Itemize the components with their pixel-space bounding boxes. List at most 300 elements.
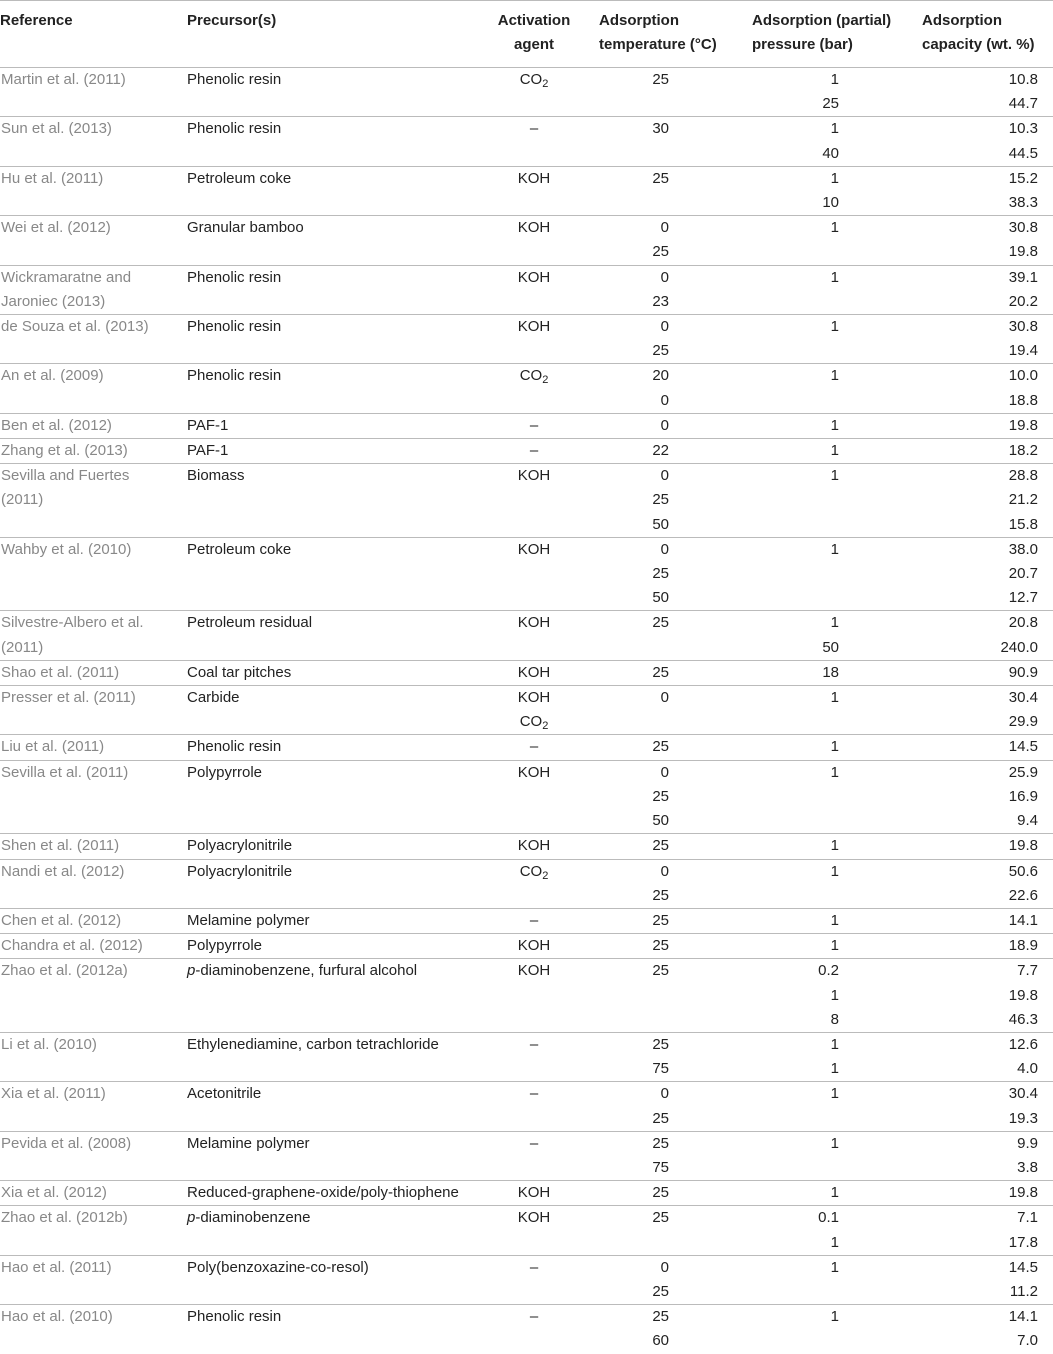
table-row	[0, 191, 1053, 216]
table-row	[0, 240, 1053, 265]
capacity-cell: 30.8	[861, 216, 1053, 241]
pressure-cell	[671, 1156, 861, 1181]
temperature-cell: 0	[574, 464, 671, 489]
reference-cell	[0, 562, 187, 586]
temperature-cell	[574, 636, 671, 661]
reference-cell: Jaroniec (2013)	[1, 292, 106, 310]
agent-name: KOH	[517, 318, 551, 336]
pressure-cell	[671, 809, 861, 834]
precursor-cell: Petroleum coke	[187, 537, 494, 562]
capacity-cell: 25.9	[861, 760, 1053, 785]
temperature-cell: 0	[574, 760, 671, 785]
precursor-cell	[187, 1280, 494, 1305]
activation-agent-cell	[494, 562, 574, 586]
temperature-cell: 25	[574, 1181, 671, 1206]
pressure-cell: 1	[671, 117, 861, 142]
precursor-cell	[187, 513, 494, 538]
pressure-cell	[671, 488, 861, 512]
table-row	[0, 562, 1053, 586]
activation-agent-cell	[494, 859, 574, 884]
precursor-cell	[187, 636, 494, 661]
temperature-cell: 25	[652, 1109, 669, 1127]
capacity-cell: 19.8	[1008, 986, 1038, 1004]
pressure-cell: 1	[671, 216, 861, 241]
reference-cell	[0, 1008, 187, 1033]
agent-subscript: 2	[542, 374, 549, 387]
temperature-cell: 25	[652, 342, 669, 360]
precursor-cell: Phenolic resin	[187, 1305, 494, 1330]
capacity-cell: 50.6	[861, 859, 1053, 884]
agent-name: –	[529, 1308, 539, 1326]
table-row	[0, 1156, 1053, 1181]
table-row	[0, 315, 1053, 340]
reference-cell: Zhang et al. (2013)	[0, 439, 187, 464]
activation-agent-cell	[494, 216, 574, 241]
activation-agent-cell	[494, 1181, 574, 1206]
activation-agent-cell	[494, 1131, 574, 1156]
reference-cell	[0, 984, 187, 1008]
reference-cell: Zhao et al. (2012a)	[0, 959, 187, 984]
agent-name: –	[529, 1035, 539, 1053]
header-activation-agent: Activation agent	[494, 1, 574, 68]
table-row	[0, 1107, 1053, 1132]
agent-name: KOH	[517, 614, 551, 632]
precursor-cell: Carbide	[187, 686, 494, 711]
table-row	[0, 660, 1053, 685]
pressure-cell: 1	[671, 1181, 861, 1206]
activation-agent-cell	[494, 809, 574, 834]
pressure-cell	[671, 1329, 861, 1353]
temperature-cell	[574, 1231, 671, 1256]
pressure-cell: 1	[671, 686, 861, 711]
table-row	[0, 537, 1053, 562]
activation-agent-cell	[494, 191, 574, 216]
capacity-cell: 15.2	[861, 166, 1053, 191]
table-row	[0, 413, 1053, 438]
activation-agent-cell	[494, 1057, 574, 1082]
table-row	[0, 339, 1053, 364]
table-row	[0, 265, 1053, 290]
temperature-cell: 25	[652, 886, 669, 904]
pressure-cell	[671, 513, 861, 538]
table-row	[0, 1231, 1053, 1256]
temperature-cell: 25	[574, 908, 671, 933]
table-row	[0, 1329, 1053, 1353]
pressure-cell: 1	[671, 760, 861, 785]
capacity-cell: 7.7	[861, 959, 1053, 984]
capacity-cell: 19.8	[1008, 243, 1038, 261]
precursor-cell	[187, 884, 494, 909]
activation-agent-cell	[494, 660, 574, 685]
table-row	[0, 166, 1053, 191]
temperature-cell: 20	[574, 364, 671, 389]
reference-cell: Ben et al. (2012)	[0, 413, 187, 438]
temperature-cell: 0	[574, 1082, 671, 1107]
agent-name: CO	[519, 713, 543, 731]
pressure-cell: 1	[671, 611, 861, 636]
precursor-cell: Polyacrylonitrile	[187, 859, 494, 884]
table-row	[0, 884, 1053, 909]
activation-agent-cell	[494, 710, 574, 735]
precursor-cell	[187, 1329, 494, 1353]
temperature-cell: 0	[574, 265, 671, 290]
reference-cell	[0, 1057, 187, 1082]
pressure-cell: 40	[822, 144, 839, 162]
precursor-name: -diaminobenzene, furfural alcohol	[195, 962, 418, 980]
activation-agent-cell	[494, 265, 574, 290]
pressure-cell: 50	[822, 638, 839, 656]
temperature-cell: 25	[574, 934, 671, 959]
pressure-cell: 1	[671, 265, 861, 290]
capacity-cell: 44.5	[1008, 144, 1038, 162]
temperature-cell: 25	[574, 959, 671, 984]
capacity-cell: 7.0	[1017, 1332, 1038, 1350]
reference-cell: (2011)	[1, 638, 44, 656]
header-reference: Reference	[0, 1, 187, 68]
table-row	[0, 1305, 1053, 1330]
activation-agent-cell	[494, 959, 574, 984]
agent-name: KOH	[517, 219, 551, 237]
capacity-cell: 20.2	[1008, 292, 1038, 310]
activation-agent-cell	[494, 760, 574, 785]
precursor-cell: Polypyrrole	[187, 934, 494, 959]
temperature-cell: 25	[652, 787, 669, 805]
capacity-cell: 14.5	[861, 735, 1053, 760]
activation-agent-cell	[494, 439, 574, 464]
activation-agent-cell	[494, 166, 574, 191]
precursor-cell	[187, 142, 494, 167]
activation-agent-cell	[494, 1255, 574, 1280]
table-row	[0, 439, 1053, 464]
precursor-cell	[187, 240, 494, 265]
precursor-cell	[187, 562, 494, 586]
activation-agent-cell	[494, 1082, 574, 1107]
reference-cell: Xia et al. (2011)	[0, 1082, 187, 1107]
activation-agent-cell	[494, 537, 574, 562]
activation-agent-cell	[494, 142, 574, 167]
pressure-cell: 10	[822, 194, 839, 212]
activation-agent-cell	[494, 1206, 574, 1231]
precursor-cell	[187, 339, 494, 364]
header-capacity: Adsorption capacity (wt. %)	[861, 1, 1053, 68]
table-row	[0, 586, 1053, 611]
pressure-cell: 1	[671, 364, 861, 389]
pressure-cell: 1	[671, 166, 861, 191]
temperature-cell: 25	[574, 834, 671, 859]
pressure-cell: 1	[671, 1305, 861, 1330]
reference-cell: Sun et al. (2013)	[0, 117, 187, 142]
reference-cell: Pevida et al. (2008)	[0, 1131, 187, 1156]
table-row	[0, 859, 1053, 884]
activation-agent-cell	[494, 611, 574, 636]
temperature-cell: 25	[574, 1032, 671, 1057]
reference-cell	[0, 710, 187, 735]
precursor-cell: Phenolic resin	[187, 265, 494, 290]
pressure-cell: 1	[671, 1032, 861, 1057]
temperature-cell: 50	[652, 589, 669, 607]
reference-cell	[0, 1329, 187, 1353]
precursor-cell: Phenolic resin	[187, 315, 494, 340]
reference-cell: Liu et al. (2011)	[0, 735, 187, 760]
temperature-cell: 23	[652, 292, 669, 310]
reference-cell: Shao et al. (2011)	[0, 660, 187, 685]
activation-agent-cell	[494, 1329, 574, 1353]
capacity-cell: 22.6	[1008, 886, 1038, 904]
pressure-cell: 8	[830, 1010, 839, 1028]
capacity-cell: 29.9	[1008, 713, 1038, 731]
reference-cell: Sevilla and Fuertes	[0, 464, 187, 489]
temperature-cell: 25	[574, 1305, 671, 1330]
table-row	[0, 710, 1053, 735]
agent-subscript: 2	[542, 869, 549, 882]
reference-cell: Hao et al. (2010)	[0, 1305, 187, 1330]
precursor-prefix: p	[187, 962, 196, 980]
reference-cell: An et al. (2009)	[0, 364, 187, 389]
precursor-cell	[187, 959, 494, 984]
reference-cell	[0, 142, 187, 167]
table-row	[0, 1057, 1053, 1082]
pressure-cell: 1	[671, 1082, 861, 1107]
capacity-cell: 14.5	[861, 1255, 1053, 1280]
capacity-cell: 20.8	[861, 611, 1053, 636]
capacity-cell: 38.0	[861, 537, 1053, 562]
capacity-cell: 12.7	[1008, 589, 1038, 607]
agent-name: KOH	[517, 169, 551, 187]
temperature-cell	[574, 710, 671, 735]
activation-agent-cell	[494, 117, 574, 142]
reference-cell	[0, 1231, 187, 1256]
temperature-cell: 25	[574, 660, 671, 685]
capacity-cell: 11.2	[1009, 1282, 1038, 1300]
reference-cell	[0, 92, 187, 117]
capacity-cell: 46.3	[1008, 1010, 1038, 1028]
capacity-cell: 14.1	[861, 1305, 1053, 1330]
agent-name: KOH	[517, 837, 551, 855]
precursor-cell: Polyacrylonitrile	[187, 834, 494, 859]
table-row	[0, 513, 1053, 538]
pressure-cell: 1	[830, 1060, 839, 1078]
pressure-cell: 1	[671, 1131, 861, 1156]
temperature-cell: 0	[574, 1255, 671, 1280]
capacity-cell: 4.0	[1017, 1060, 1038, 1078]
precursor-cell	[187, 1107, 494, 1132]
activation-agent-cell	[494, 785, 574, 809]
capacity-cell: 10.3	[861, 117, 1053, 142]
capacity-cell: 16.9	[1008, 787, 1038, 805]
capacity-cell: 21.2	[1008, 491, 1038, 509]
temperature-cell: 50	[652, 515, 669, 533]
activation-agent-cell	[494, 1156, 574, 1181]
table-row	[0, 611, 1053, 636]
temperature-cell: 0	[574, 859, 671, 884]
capacity-cell: 18.8	[1008, 391, 1038, 409]
capacity-cell: 38.3	[1008, 194, 1038, 212]
reference-cell: Sevilla et al. (2011)	[0, 760, 187, 785]
reference-cell: Wei et al. (2012)	[0, 216, 187, 241]
capacity-cell: 18.9	[861, 934, 1053, 959]
precursor-cell: Polypyrrole	[187, 760, 494, 785]
table-row	[0, 488, 1053, 512]
capacity-cell: 14.1	[861, 908, 1053, 933]
precursor-cell	[187, 1156, 494, 1181]
precursor-cell: Phenolic resin	[187, 117, 494, 142]
pressure-cell: 1	[671, 1255, 861, 1280]
temperature-cell: 75	[652, 1158, 669, 1176]
pressure-cell: 25	[822, 95, 839, 113]
capacity-cell: 18.2	[861, 439, 1053, 464]
precursor-cell	[187, 1057, 494, 1082]
agent-name: KOH	[517, 467, 551, 485]
precursor-cell	[187, 1008, 494, 1033]
capacity-cell: 19.8	[861, 413, 1053, 438]
reference-cell: Silvestre-Albero et al.	[0, 611, 187, 636]
precursor-cell: Melamine polymer	[187, 908, 494, 933]
precursor-cell: Phenolic resin	[187, 735, 494, 760]
activation-agent-cell	[494, 934, 574, 959]
table-body	[0, 68, 1053, 1354]
precursor-cell	[187, 488, 494, 512]
precursor-cell	[187, 809, 494, 834]
pressure-cell	[671, 562, 861, 586]
agent-subscript: 2	[542, 720, 549, 733]
capacity-cell: 44.7	[1008, 95, 1038, 113]
temperature-cell: 0	[574, 537, 671, 562]
capacity-cell: 9.9	[861, 1131, 1053, 1156]
temperature-cell	[574, 142, 671, 167]
table-row	[0, 809, 1053, 834]
agent-name: –	[529, 416, 539, 434]
pressure-cell	[671, 710, 861, 735]
precursor-cell: Biomass	[187, 464, 494, 489]
temperature-cell: 25	[574, 735, 671, 760]
reference-cell	[0, 389, 187, 414]
activation-agent-cell	[494, 1107, 574, 1132]
temperature-cell: 25	[574, 68, 671, 93]
activation-agent-cell	[494, 834, 574, 859]
reference-cell	[0, 785, 187, 809]
activation-agent-cell	[494, 464, 574, 489]
pressure-cell: 1	[671, 68, 861, 93]
table-row	[0, 760, 1053, 785]
table-row	[0, 959, 1053, 984]
pressure-cell	[671, 1107, 861, 1132]
reference-cell: (2011)	[1, 491, 44, 509]
precursor-cell	[187, 1231, 494, 1256]
activation-agent-cell	[494, 1231, 574, 1256]
capacity-cell: 39.1	[861, 265, 1053, 290]
temperature-cell	[574, 191, 671, 216]
table-row	[0, 1032, 1053, 1057]
precursor-cell: Phenolic resin	[187, 364, 494, 389]
precursor-cell: Ethylenediamine, carbon tetrachloride	[187, 1032, 494, 1057]
precursor-cell	[187, 984, 494, 1008]
reference-cell: Chen et al. (2012)	[0, 908, 187, 933]
agent-name: –	[529, 1085, 539, 1103]
precursor-cell: Coal tar pitches	[187, 660, 494, 685]
temperature-cell: 25	[652, 1282, 669, 1300]
pressure-cell: 1	[671, 908, 861, 933]
capacity-cell: 7.1	[861, 1206, 1053, 1231]
agent-name: –	[529, 442, 539, 460]
reference-cell	[0, 586, 187, 611]
table-row	[0, 1206, 1053, 1231]
table-row	[0, 464, 1053, 489]
reference-cell	[0, 1280, 187, 1305]
activation-agent-cell	[494, 735, 574, 760]
precursor-cell	[187, 389, 494, 414]
capacity-cell: 28.8	[861, 464, 1053, 489]
reference-cell: Chandra et al. (2012)	[0, 934, 187, 959]
precursor-cell	[187, 191, 494, 216]
table-row	[0, 636, 1053, 661]
activation-agent-cell	[494, 908, 574, 933]
table-row	[0, 389, 1053, 414]
precursor-cell	[187, 710, 494, 735]
agent-name: KOH	[517, 268, 551, 286]
temperature-cell: 25	[574, 611, 671, 636]
table-row	[0, 735, 1053, 760]
temperature-cell: 25	[652, 243, 669, 261]
activation-agent-cell	[494, 413, 574, 438]
capacity-cell: 30.8	[861, 315, 1053, 340]
reference-cell: Shen et al. (2011)	[0, 834, 187, 859]
temperature-cell: 22	[574, 439, 671, 464]
precursor-cell: Acetonitrile	[187, 1082, 494, 1107]
activation-agent-cell	[494, 1032, 574, 1057]
reference-cell: Wahby et al. (2010)	[0, 537, 187, 562]
activation-agent-cell	[494, 364, 574, 389]
agent-name: CO	[519, 862, 543, 880]
pressure-cell	[671, 290, 861, 315]
activation-agent-cell	[494, 686, 574, 711]
capacity-cell: 19.3	[1008, 1109, 1038, 1127]
agent-name: –	[529, 911, 539, 929]
precursor-cell	[187, 92, 494, 117]
temperature-cell: 50	[652, 812, 669, 830]
agent-name: KOH	[517, 962, 551, 980]
table-row	[0, 934, 1053, 959]
pressure-cell: 1	[671, 315, 861, 340]
capacity-cell: 3.8	[1017, 1158, 1038, 1176]
agent-name: –	[529, 1134, 539, 1152]
temperature-cell	[574, 984, 671, 1008]
pressure-cell: 0.2	[671, 959, 861, 984]
table-row	[0, 686, 1053, 711]
table-row	[0, 908, 1053, 933]
agent-name: KOH	[517, 937, 551, 955]
pressure-cell	[671, 240, 861, 265]
pressure-cell	[671, 785, 861, 809]
reference-cell: Li et al. (2010)	[0, 1032, 187, 1057]
precursor-cell	[187, 290, 494, 315]
pressure-cell: 1	[671, 413, 861, 438]
precursor-name: -diaminobenzene	[195, 1209, 311, 1227]
activation-agent-cell	[494, 290, 574, 315]
reference-cell	[0, 339, 187, 364]
agent-name: KOH	[517, 1184, 551, 1202]
temperature-cell: 25	[574, 1206, 671, 1231]
activation-agent-cell	[494, 240, 574, 265]
table-row	[0, 117, 1053, 142]
table-row	[0, 785, 1053, 809]
capacity-cell: 10.8	[861, 68, 1053, 93]
agent-name: –	[529, 120, 539, 138]
reference-cell	[0, 240, 187, 265]
temperature-cell: 0	[660, 391, 669, 409]
pressure-cell: 1	[671, 834, 861, 859]
reference-cell: de Souza et al. (2013)	[0, 315, 187, 340]
table-row	[0, 984, 1053, 1008]
